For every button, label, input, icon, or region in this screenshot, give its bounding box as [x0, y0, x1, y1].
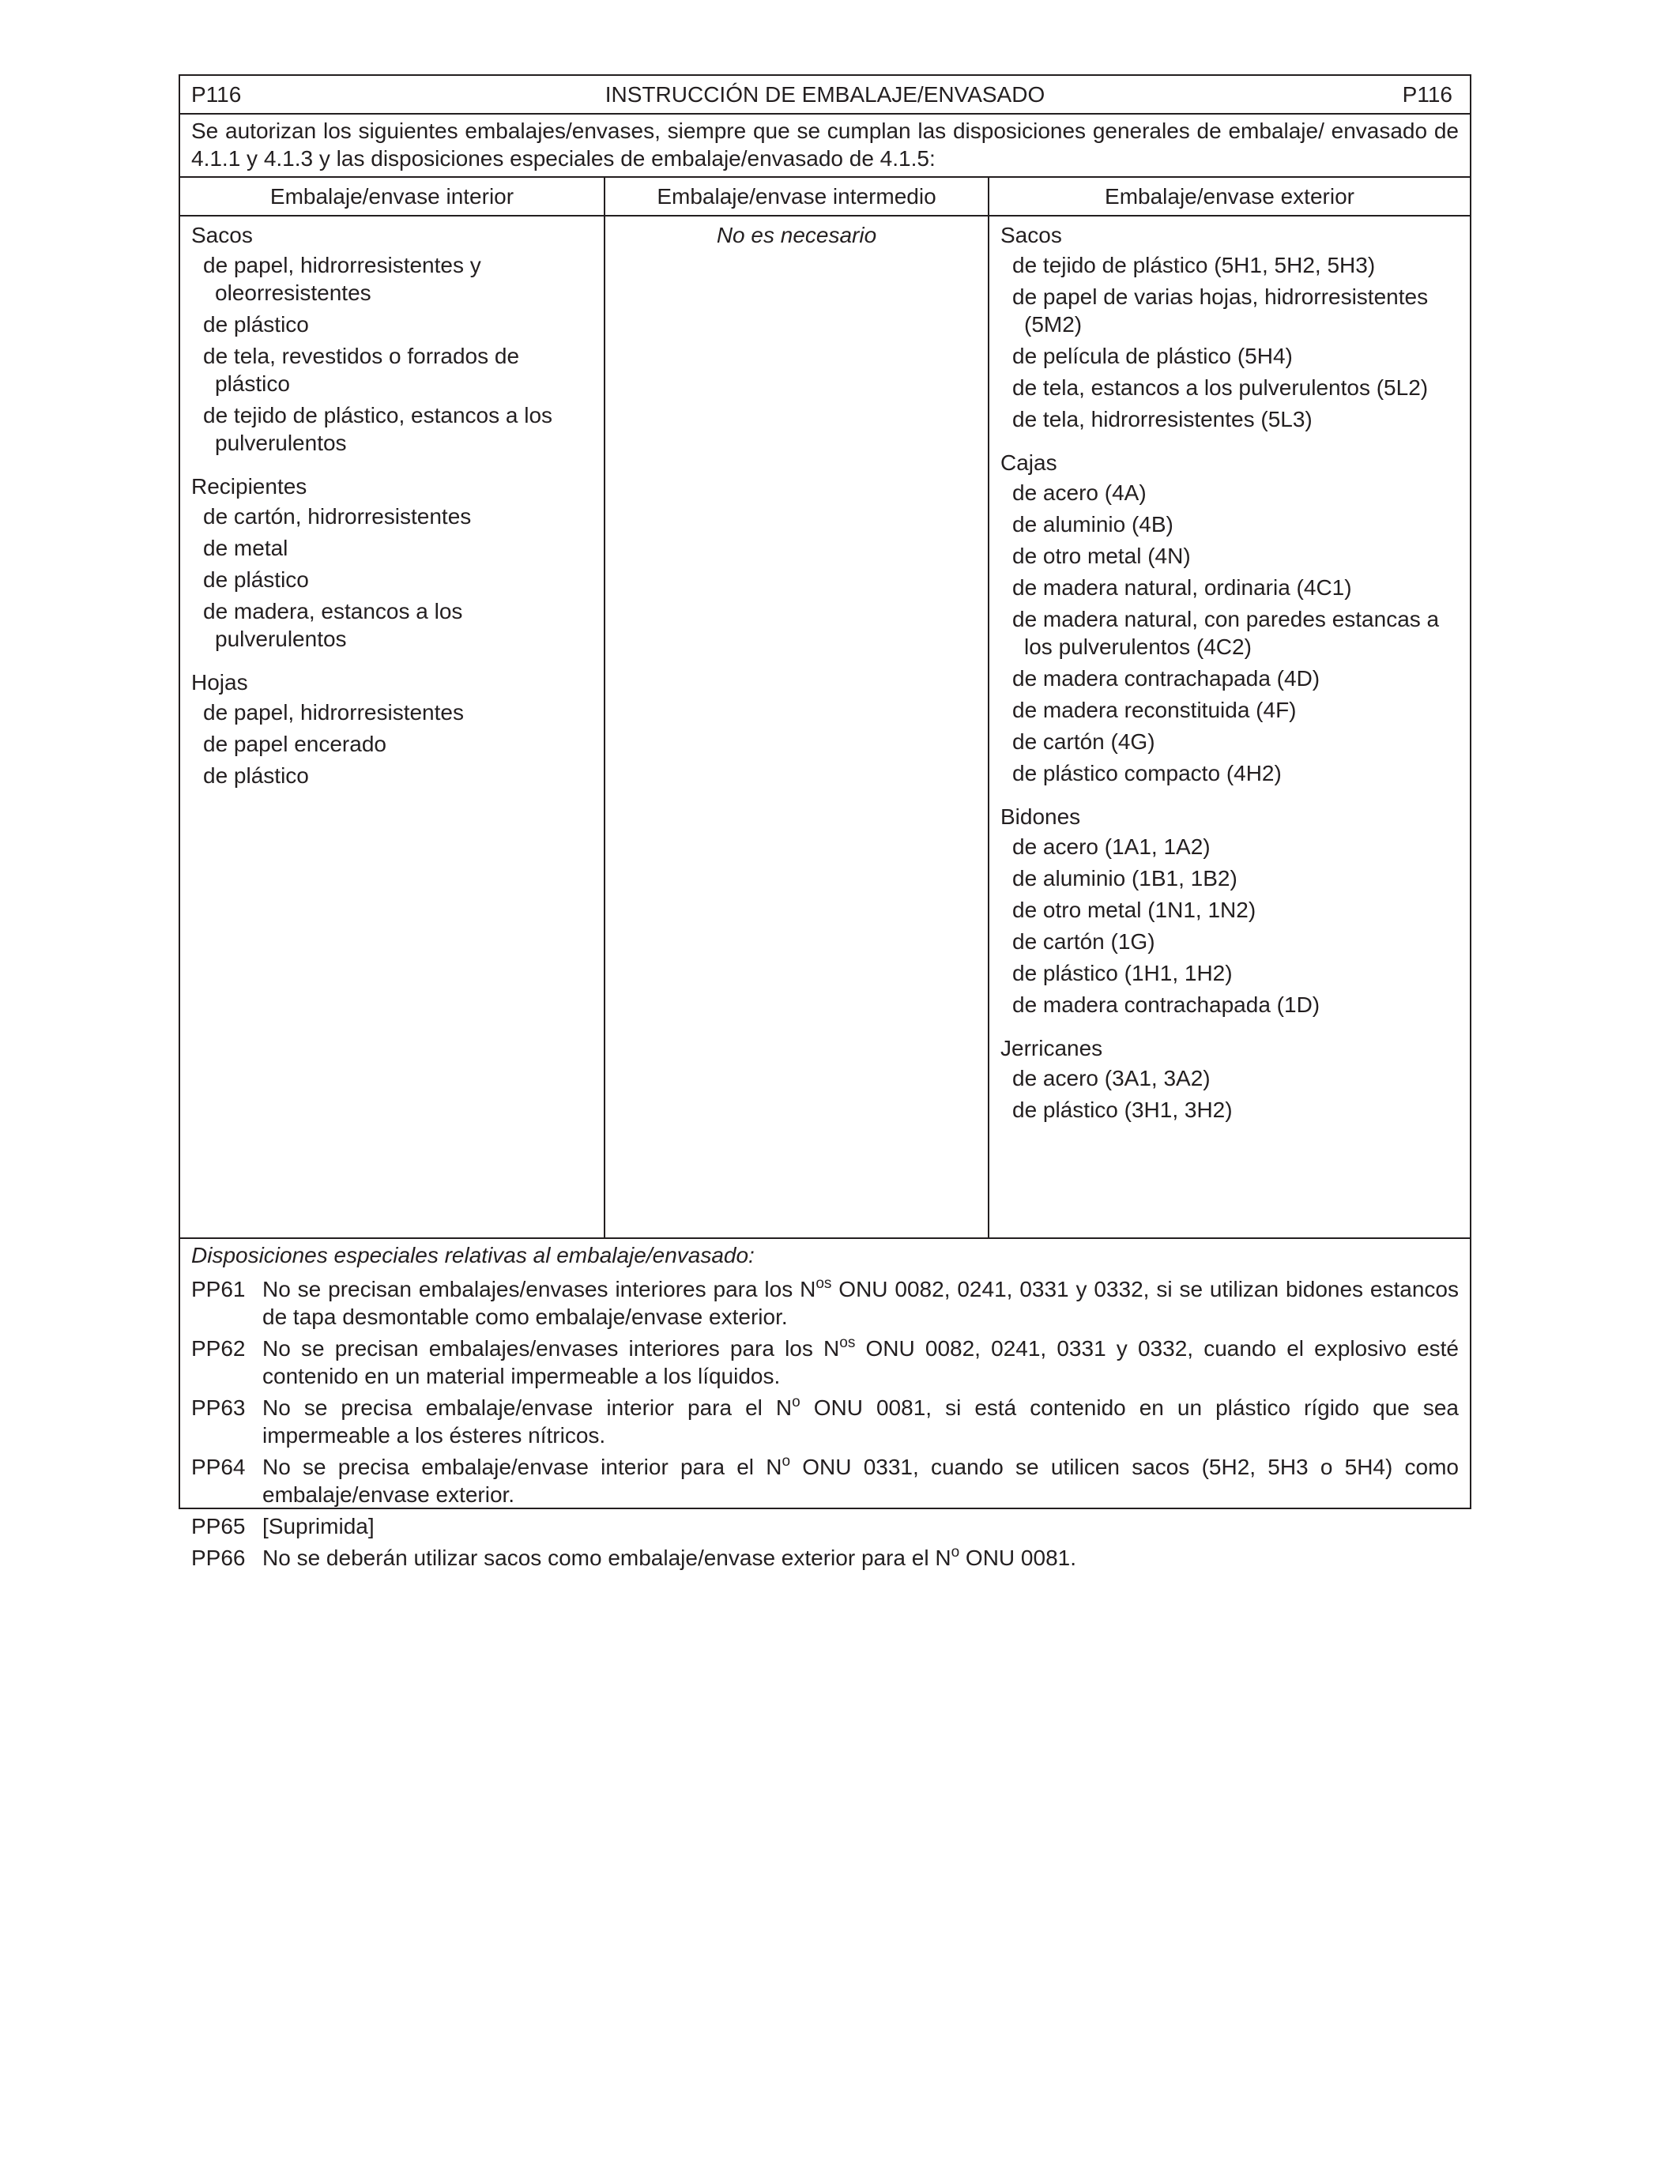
- outer-packaging-column: [989, 217, 1470, 1237]
- special-provisions-title: Disposiciones especiales relativas al embalaje/envasado:: [191, 1243, 755, 1267]
- list-item: de papel encerado: [203, 732, 386, 756]
- group-title: Recipientes: [191, 474, 307, 499]
- provision-pp64: [191, 1453, 1459, 1508]
- provision-code: PP65: [191, 1514, 246, 1538]
- provision-code: PP64: [191, 1455, 246, 1479]
- instruction-code-left: P116: [191, 82, 242, 107]
- column-header-outer: Embalaje/envase exterior: [1105, 184, 1354, 209]
- list-item: de plástico (1H1, 1H2): [1012, 961, 1233, 985]
- provision-code: PP61: [191, 1277, 246, 1301]
- list-item: de película de plástico (5H4): [1012, 344, 1293, 368]
- list-item: de papel, hidrorresistentes y oleorresistentes: [203, 253, 481, 305]
- special-provisions: [180, 1239, 1470, 1576]
- inner-group-hojas: [191, 667, 593, 789]
- list-item: de plástico (3H1, 3H2): [1012, 1098, 1233, 1122]
- list-item: de acero (4A): [1012, 480, 1147, 505]
- outer-group-sacos: [1000, 220, 1462, 433]
- list-item: de tejido de plástico, estancos a los pulverulentos: [203, 403, 553, 455]
- list-item: de papel, hidrorresistentes: [203, 700, 464, 725]
- packing-instruction-table: [179, 74, 1471, 1570]
- list-item: de acero (1A1, 1A2): [1012, 834, 1211, 859]
- list-item: de madera, estancos a los pulverulentos: [203, 599, 463, 651]
- provision-text: [Suprimida]: [262, 1514, 375, 1538]
- inner-group-recipientes: [191, 471, 593, 653]
- provision-code: PP63: [191, 1395, 246, 1420]
- column-header-inner: Embalaje/envase interior: [269, 184, 514, 209]
- list-item: de madera contrachapada (1D): [1012, 992, 1320, 1017]
- provision-text: No se precisan embalajes/envases interiores para los $N^{os}$ ONU 0082, 0241, 0331 y 0332, si se utilizan bidones estancos de tapa desmontable como embalaje/envase exterior.: [262, 1275, 1459, 1329]
- provision-code: PP66: [191, 1546, 246, 1570]
- inner-packaging-column: [180, 217, 604, 1237]
- list-item: de plástico: [203, 312, 309, 337]
- provision-text: No se precisa embalaje/envase interior para el $N^o$ ONU 0081, si está contenido en un plástico rígido que sea impermeable a los ésteres nítricos.: [262, 1394, 1459, 1448]
- provision-pp63: [191, 1394, 1459, 1449]
- list-item: de madera natural, ordinaria (4C1): [1012, 575, 1352, 600]
- list-item: de metal: [203, 536, 288, 560]
- list-item: de aluminio (4B): [1012, 512, 1173, 537]
- intermediate-packaging-column: [605, 217, 988, 1237]
- title-row: [180, 76, 1470, 113]
- list-item: de plástico compacto (4H2): [1012, 761, 1282, 785]
- group-title: Bidones: [1000, 804, 1081, 829]
- list-item: de tela, hidrorresistentes (5L3): [1012, 407, 1313, 431]
- provision-pp62: [191, 1335, 1459, 1390]
- provision-pp65: [191, 1512, 1459, 1540]
- list-item: de tela, estancos a los pulverulentos (5L2): [1012, 375, 1429, 400]
- outer-group-bidones: [1000, 801, 1462, 1019]
- list-item: de cartón (4G): [1012, 729, 1155, 754]
- provision-pp66: [191, 1544, 1459, 1572]
- list-item: de plástico: [203, 567, 309, 592]
- list-item: de madera reconstituida (4F): [1012, 698, 1297, 722]
- group-title: Hojas: [191, 670, 248, 695]
- list-item: de tela, revestidos o forrados de plástico: [203, 344, 520, 396]
- provision-code: PP62: [191, 1336, 246, 1361]
- group-title: Sacos: [1000, 223, 1062, 247]
- list-item: de otro metal (1N1, 1N2): [1012, 898, 1256, 922]
- provision-pp61: [191, 1275, 1459, 1331]
- list-item: de cartón (1G): [1012, 929, 1155, 954]
- list-item: de papel de varias hojas, hidrorresistentes (5M2): [1012, 284, 1429, 337]
- provision-text: No se precisa embalaje/envase interior para el $N^o$ ONU 0331, cuando se utilicen sacos (5H2, 5H3 o 5H4) como embalaje/envase exterior.: [262, 1453, 1459, 1507]
- list-item: de madera contrachapada (4D): [1012, 666, 1320, 691]
- group-title: Sacos: [191, 223, 253, 247]
- list-item: de cartón, hidrorresistentes: [203, 504, 472, 529]
- group-title: Cajas: [1000, 450, 1057, 475]
- list-item: de otro metal (4N): [1012, 544, 1191, 568]
- list-item: de aluminio (1B1, 1B2): [1012, 866, 1237, 891]
- list-item: de acero (3A1, 3A2): [1012, 1066, 1211, 1090]
- instruction-code-right: P116: [1402, 82, 1452, 107]
- list-item: de tejido de plástico (5H1, 5H2, 5H3): [1012, 253, 1376, 277]
- page-title: INSTRUCCIÓN DE EMBALAJE/ENVASADO: [605, 82, 1045, 107]
- list-item: de madera natural, con paredes estancas a los pulverulentos (4C2): [1012, 607, 1440, 659]
- list-item: de plástico: [203, 763, 309, 788]
- intro-paragraph: Se autorizan los siguientes embalajes/envases, siempre que se cumplan las disposiciones generales de embalaje/ envasado de 4.1.1 y 4.1.3 y las disposiciones especiales de embalaje/envasado de 4.1.5:: [191, 119, 1459, 171]
- column-header-intermediate: Embalaje/envase intermedio: [657, 184, 936, 209]
- not-required-note: No es necesario: [716, 223, 877, 247]
- outer-group-jerricanes: [1000, 1033, 1462, 1124]
- inner-group-sacos: [191, 220, 593, 457]
- outer-group-cajas: [1000, 447, 1462, 787]
- group-title: Jerricanes: [1000, 1036, 1103, 1060]
- provision-text: No se precisan embalajes/envases interiores para los $N^{os}$ ONU 0082, 0241, 0331 y 0332, cuando el explosivo esté contenido en un material impermeable a los líquidos.: [262, 1335, 1460, 1388]
- provision-text: No se deberán utilizar sacos como embalaje/envase exterior para el $N^o$ ONU 0081.: [262, 1544, 1076, 1570]
